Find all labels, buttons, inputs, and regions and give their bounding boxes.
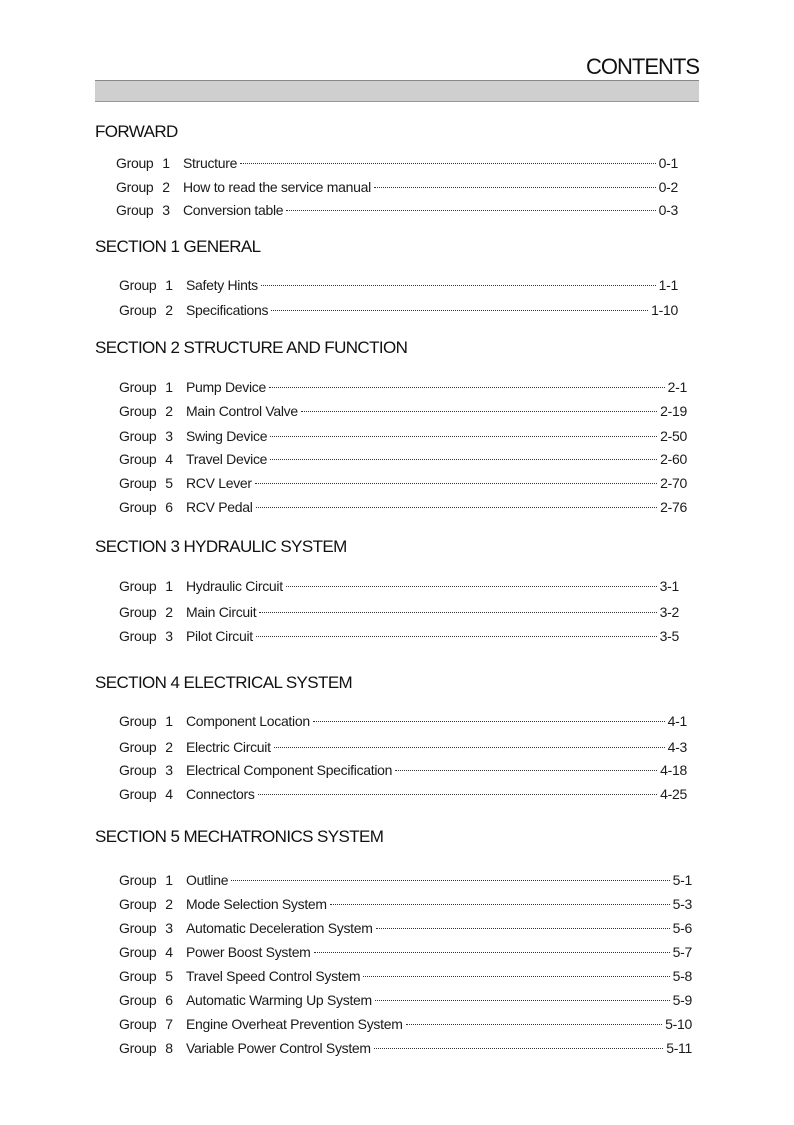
toc-entry-group-label: Group [119,628,157,644]
toc-entry-title: Electric Circuit [186,739,271,755]
toc-entry-title: Component Location [186,713,310,729]
section-heading: SECTION 3 HYDRAULIC SYSTEM [95,537,347,556]
toc-entry-group-number: 7 [165,1016,173,1032]
toc-entry-title: Engine Overheat Prevention System [186,1016,403,1032]
toc-entry[interactable] [119,894,692,914]
toc-entry-page-number: 2-19 [660,403,687,419]
toc-entry[interactable] [119,1014,692,1034]
toc-entry[interactable] [119,275,678,295]
toc-entry[interactable] [119,942,692,962]
toc-entry-page-number: 3-1 [659,578,679,594]
toc-entry-group-label: Group [119,739,157,755]
toc-entry-group-label: Group [119,872,157,888]
dot-leader [256,507,658,508]
toc-entry-page-number: 5-8 [672,968,692,984]
toc-entry-group-number: 5 [165,475,173,491]
section-heading: SECTION 2 STRUCTURE AND FUNCTION [95,338,408,357]
section-heading: FORWARD [95,122,178,141]
toc-entry-group-label: Group [119,896,157,912]
toc-entry[interactable] [119,760,687,780]
toc-entry-title: Mode Selection System [186,896,327,912]
toc-entry-group-number: 6 [165,992,173,1008]
toc-entry-title: Pilot Circuit [186,628,253,644]
toc-entry-page-number: 2-70 [660,475,687,491]
dot-leader [255,483,657,484]
toc-entry-group-label: Group [119,920,157,936]
toc-entry-group-label: Group [119,277,157,293]
toc-entry[interactable] [119,401,687,421]
toc-entry-group-number: 3 [165,920,173,936]
dot-leader [374,187,656,188]
toc-entry-group-number: 2 [165,604,173,620]
toc-entry[interactable] [119,711,687,731]
toc-entry-group-number: 1 [165,872,173,888]
toc-entry-group-number: 1 [162,155,170,171]
toc-entry[interactable] [119,449,687,469]
toc-entry-group-number: 3 [162,202,170,218]
toc-entry-group-label: Group [119,1040,157,1056]
toc-entry-group-number: 4 [165,944,173,960]
toc-entry-title: RCV Pedal [186,499,253,515]
toc-entry-page-number: 2-50 [660,428,687,444]
toc-entry-page-number: 1-10 [651,302,678,318]
page-title: CONTENTS [586,54,699,79]
dot-leader [256,636,657,637]
dot-leader [271,310,648,311]
toc-entry-title: Main Control Valve [186,403,298,419]
section-heading: SECTION 4 ELECTRICAL SYSTEM [95,673,353,692]
section-heading: SECTION 1 GENERAL [95,237,261,256]
toc-entry[interactable] [119,918,692,938]
toc-entry-title: Safety Hints [186,277,258,293]
toc-entry-group-number: 8 [165,1040,173,1056]
toc-entry-title: Travel Speed Control System [186,968,361,984]
toc-entry[interactable] [119,990,692,1010]
dot-leader [376,928,670,929]
dot-leader [286,586,657,587]
toc-entry-group-number: 3 [165,628,173,644]
toc-entry[interactable] [119,300,678,320]
dot-leader [270,436,657,437]
toc-entry-group-label: Group [119,302,157,318]
toc-entry-title: Main Circuit [186,604,257,620]
toc-entry-page-number: 1-1 [658,277,678,293]
toc-entry-page-number: 4-18 [660,762,687,778]
toc-entry-group-label: Group [119,1016,157,1032]
toc-entry-group-label: Group [116,155,154,171]
toc-entry-group-label: Group [119,451,157,467]
toc-entry-page-number: 5-10 [665,1016,692,1032]
toc-entry-group-number: 5 [165,968,173,984]
toc-entry-page-number: 3-2 [659,604,679,620]
toc-entry[interactable] [116,153,678,173]
dot-leader [313,721,665,722]
dot-leader [406,1024,663,1025]
dot-leader [363,976,669,977]
toc-entry-title: Electrical Component Specification [186,762,393,778]
section-heading: SECTION 5 MECHATRONICS SYSTEM [95,827,384,846]
toc-entry[interactable] [116,200,678,220]
dot-leader [258,794,658,795]
toc-entry-page-number: 5-6 [672,920,692,936]
dot-leader [274,747,665,748]
dot-leader [270,459,657,460]
toc-entry-group-label: Group [116,202,154,218]
toc-entry-group-label: Group [119,968,157,984]
toc-entry-title: Connectors [186,786,255,802]
toc-entry-title: Hydraulic Circuit [186,578,283,594]
dot-leader [240,163,656,164]
toc-entry[interactable] [119,473,687,493]
toc-entry-title: Power Boost System [186,944,311,960]
dot-leader [286,210,655,211]
toc-entry-group-number: 1 [165,713,173,729]
toc-entry[interactable] [119,497,687,517]
toc-entry[interactable] [119,784,687,804]
toc-entry-group-label: Group [119,786,157,802]
toc-entry-group-number: 4 [165,786,173,802]
dot-leader [259,612,656,613]
toc-entry-group-number: 4 [165,451,173,467]
dot-leader [261,285,656,286]
toc-entry-group-label: Group [116,179,154,195]
toc-entry-page-number: 5-9 [672,992,692,1008]
toc-entry-page-number: 0-2 [658,179,678,195]
toc-entry-page-number: 4-25 [660,786,687,802]
toc-entry-group-number: 2 [162,179,170,195]
toc-entry-page-number: 4-3 [667,739,687,755]
toc-entry-page-number: 0-3 [658,202,678,218]
toc-entry-page-number: 3-5 [659,628,679,644]
toc-entry-title: Swing Device [186,428,268,444]
toc-entry[interactable] [119,576,679,596]
dot-leader [269,387,665,388]
toc-entry-title: Travel Device [186,451,268,467]
dot-leader [314,952,670,953]
toc-entry-title: Specifications [186,302,269,318]
toc-entry-title: Conversion table [183,202,284,218]
toc-entry[interactable] [119,1038,692,1058]
toc-entry-group-number: 2 [165,739,173,755]
toc-entry-group-number: 2 [165,302,173,318]
toc-entry-group-label: Group [119,475,157,491]
dot-leader [330,904,670,905]
toc-entry-group-label: Group [119,379,157,395]
toc-entry[interactable] [119,426,687,446]
toc-entry-group-number: 2 [165,896,173,912]
toc-entry-group-label: Group [119,713,157,729]
toc-entry[interactable] [119,737,687,757]
dot-leader [231,880,669,881]
dot-leader [375,1000,670,1001]
toc-entry[interactable] [119,870,692,890]
toc-entry-group-label: Group [119,428,157,444]
toc-entry-page-number: 0-1 [658,155,678,171]
toc-entry-group-label: Group [119,578,157,594]
dot-leader [374,1048,663,1049]
toc-entry-page-number: 5-3 [672,896,692,912]
toc-entry-group-label: Group [119,403,157,419]
toc-entry-group-number: 1 [165,379,173,395]
toc-entry-title: Outline [186,872,229,888]
toc-entry-page-number: 5-11 [666,1040,692,1056]
toc-entry-page-number: 2-76 [660,499,687,515]
dot-leader [395,770,657,771]
toc-entry-group-label: Group [119,499,157,515]
toc-entry-title: How to read the service manual [183,179,371,195]
toc-entry-group-number: 6 [165,499,173,515]
toc-entry-title: Pump Device [186,379,266,395]
toc-entry-group-label: Group [119,992,157,1008]
toc-entry[interactable] [119,626,679,646]
toc-entry-page-number: 2-1 [667,379,687,395]
toc-entry-page-number: 5-7 [672,944,692,960]
toc-entry[interactable] [119,602,679,622]
toc-entry-group-number: 2 [165,403,173,419]
toc-entry-title: Automatic Deceleration System [186,920,373,936]
toc-entry-group-number: 3 [165,428,173,444]
toc-entry-page-number: 4-1 [667,713,687,729]
toc-entry-page-number: 5-1 [672,872,692,888]
toc-entry-group-label: Group [119,604,157,620]
toc-entry-group-label: Group [119,762,157,778]
toc-entry-title: Variable Power Control System [186,1040,371,1056]
title-bar [95,80,699,102]
toc-entry-group-number: 3 [165,762,173,778]
toc-entry-title: RCV Lever [186,475,252,491]
toc-entry[interactable] [116,177,678,197]
toc-entry-title: Structure [183,155,238,171]
toc-entry-page-number: 2-60 [660,451,687,467]
dot-leader [301,411,657,412]
toc-entry-group-number: 1 [165,578,173,594]
toc-entry[interactable] [119,966,692,986]
toc-entry-group-label: Group [119,944,157,960]
toc-entry-title: Automatic Warming Up System [186,992,372,1008]
toc-entry[interactable] [119,377,687,397]
toc-entry-group-number: 1 [165,277,173,293]
